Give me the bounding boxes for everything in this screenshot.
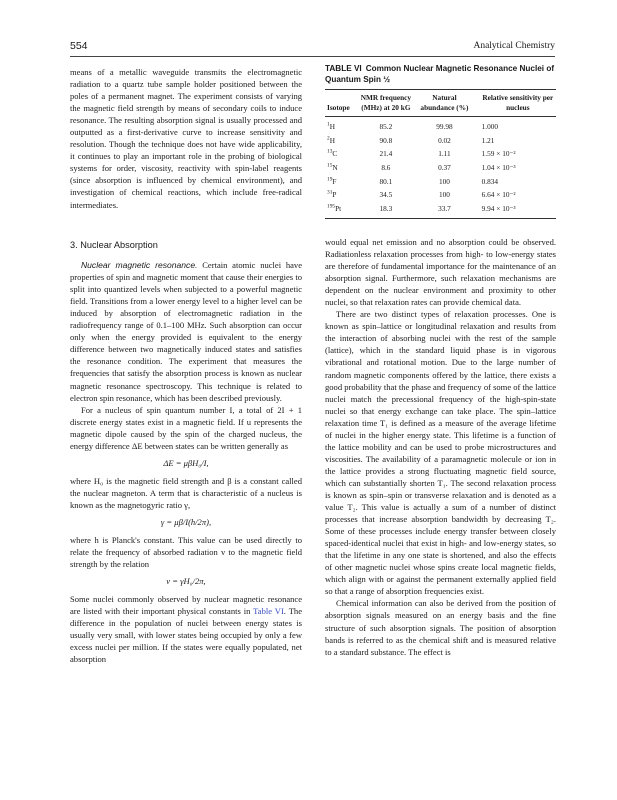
cell-frequency: 21.4 — [379, 149, 393, 159]
header-frequency: NMR frequency (MHz) at 20 kG — [359, 90, 414, 117]
mass-number: 2 — [327, 135, 330, 142]
cell-frequency: 8.6 — [381, 163, 391, 173]
cell-abundance: 0.02 — [438, 135, 451, 145]
element-symbol: C — [332, 149, 338, 159]
mass-number: 19 — [327, 176, 333, 183]
header-isotope: Isotope — [325, 90, 359, 117]
paragraph-text: Certain atomic nuclei have properties of spin and magnetic moment that cause their energies to split into quantized levels when subjected to a powerful magnetic field. Transitions from a lower energy level to a higher level can be induced by absorption of electromagnetic radiation in the radiofrequency range of 0.1–100 MHz. Such absorption can occur only when the energy provided is equivalent to the energy difference between two magnetically induced states and satisfies the resonance condition. The experiment that measures the frequencies that satisfy the absorption process is known as nuclear magnetic resonance spectroscopy. This technique is related to electron spin resonance, which has been described previously. — [70, 260, 302, 403]
cell-isotope — [325, 175, 359, 189]
table-link[interactable]: Table VI — [253, 606, 284, 617]
paragraph: Chemical information can also be derived from the position of absorption signals measured on an energy basis and the fine structure of such absorption signals. The position of absorption bands is referred to as the chemical shift and is measured relative to a standard substance. The effect is — [325, 598, 556, 657]
paragraph: means of a metallic waveguide transmits the electromagnetic radiation to a quartz tube sample holder positioned between the poles of a permanent magnet. The experiment consists of varying the magnetic field strength by means of secondary coils to induce resonance. The resulting absorption signal is usually processed and outputted as a first-derivative curve to increase sensitivity and resolution. Though the technique does not have wide applicability, it continues to play an important role in the probing of biological systems for order, viscosity, reactivity with spin-label reagents (since absorption is influenced by chemical environment), and investigation of chemical reactions, which include free-radical intermediates. — [70, 67, 302, 210]
cell-isotope — [325, 188, 359, 202]
table-header-row — [325, 90, 556, 117]
table-row — [325, 133, 556, 147]
left-column — [70, 66, 302, 211]
mass-number: 15 — [327, 162, 333, 169]
cell-frequency: 18.3 — [359, 202, 414, 219]
right-column — [325, 236, 556, 658]
table-title: Common Nuclear Magnetic Resonance Nuclei of Quantum Spin ½ — [325, 64, 555, 84]
cell-isotope — [325, 161, 359, 175]
cell-isotope — [325, 147, 359, 161]
page-number: 554 — [70, 40, 88, 52]
table-row — [325, 147, 556, 161]
table-row — [325, 188, 556, 202]
cell-frequency: 90.8 — [379, 135, 393, 145]
cell-sensitivity: 0.834 — [481, 176, 499, 186]
paragraph: There are two distinct types of relaxation processes. One is known as spin–lattice or longitudinal relaxation and results from the interaction of absorbing nuclei with the rest of the sample (lattice), which in the standard liquid phase is in vigorous vibrational and rotational motion. Due to the large number of random magnetic components offered by the lattice, there exists a good probability that the phase and frequency of some of the lattice nuclei match the precessional frequency of the high-spin-state nuclei so that energy exchange can take place. The spin–lattice relaxation time T₁ is defined as a measure of the average lifetime of nuclei in the higher energy state. This lifetime is a function of the lattice mobility and can be used to probe microstructures and viscosities. The availability of a paramagnetic molecule or ion in the lattice provides a strong fluctuating magnetic field source, which can substantially shorten T₁. The second relaxation process is known as spin–spin or transverse relaxation and is denoted as a value T₂. This value is actually a sum of a number of distinct processes that increase absorption bandwidth by decreasing T₂. Some of these processes include energy transfer between closely spaced-identical nuclei that exist in high- and low-energy states, so that the lifetime in any one state is shortened, and also the effects of other magnetic nuclei whose spins create local magnetic fields, which align with or against the permanent externally applied field so that a range of absorption frequencies exist. — [325, 309, 556, 597]
cell-sensitivity: 1.04 × 10⁻³ — [481, 163, 516, 173]
run-in-heading: Nuclear magnetic resonance. — [81, 260, 198, 271]
element-symbol: N — [332, 163, 338, 173]
nmr-table — [325, 89, 556, 219]
header-sensitivity: Relative sensitivity per nucleus — [476, 90, 556, 117]
table-row — [325, 175, 556, 189]
cell-abundance: 0.37 — [438, 163, 451, 173]
element-symbol: Pt — [335, 204, 342, 214]
table-row — [325, 161, 556, 175]
cell-sensitivity: 1.21 — [481, 135, 495, 145]
table-row — [325, 117, 556, 134]
cell-frequency: 85.2 — [379, 122, 393, 131]
cell-sensitivity: 1.000 — [481, 122, 499, 131]
paragraph: would equal net emission and no absorption could be observed. Radiationless relaxation processes from high- to low-energy states are therefore of fundamental importance for the maintenance of an absorption signal. Furthermore, such relaxation mechanisms are dependent on the nuclear environment and proximity to other nuclei, so that relaxation rates can provide chemical data. — [325, 237, 556, 308]
cell-sensitivity: 6.64 × 10⁻² — [481, 190, 516, 200]
equation-frequency: v = γH₀/2π, — [166, 576, 206, 587]
equation-energy: ΔE = μβH₀/I, — [163, 457, 209, 468]
cell-isotope — [325, 117, 359, 134]
cell-abundance: 100 — [438, 190, 450, 200]
paragraph: For a nucleus of spin quantum number I, a total of 2I + 1 discrete energy states exist in a magnetic field. If u represents the magnetic dipole caused by the spin of the charged nucleus, the energy difference ΔE between states can be written generally as — [70, 404, 302, 451]
cell-isotope — [325, 133, 359, 147]
running-head: Analytical Chemistry — [473, 41, 555, 51]
cell-isotope — [325, 202, 359, 219]
table-body — [325, 117, 556, 219]
paragraph — [70, 593, 302, 665]
table-label: TABLE VI — [325, 64, 362, 73]
table-row — [325, 202, 556, 219]
cell-sensitivity: 1.59 × 10⁻² — [481, 149, 516, 159]
header-rule — [70, 56, 555, 57]
cell-frequency: 34.5 — [379, 190, 393, 200]
header-abundance: Natural abundance (%) — [413, 90, 475, 117]
element-symbol: H — [329, 135, 335, 145]
mass-number: 31 — [327, 189, 333, 196]
paragraph-text: Some nuclei commonly observed by nuclear magnetic resonance are listed with their important physical constants in — [70, 594, 302, 617]
element-symbol: F — [332, 176, 337, 186]
cell-frequency: 80.1 — [379, 176, 393, 186]
nmr-section — [70, 239, 302, 666]
mass-number: 13 — [327, 148, 333, 155]
paragraph: where h is Planck's constant. This value can be used directly to relate the frequency of absorbed radiation v to the magnetic field strength by the relation — [70, 535, 302, 570]
cell-abundance: 100 — [438, 176, 450, 186]
table-caption — [325, 63, 557, 85]
paragraph: where H₀ is the magnetic field strength and β is a constant called the nuclear magneton. A term that is characteristic of a nucleus is known as the magnetogyric ratio γ, — [70, 475, 302, 510]
mass-number: 1 — [327, 121, 330, 128]
cell-abundance: 99.98 — [436, 122, 453, 131]
cell-sensitivity: 9.94 × 10⁻³ — [476, 202, 556, 219]
section-heading: 3. Nuclear Absorption — [70, 240, 158, 250]
paragraph-text: . The difference in the population of nuclei between energy states is usually very small, with lower states being occupied by only a few excess nuclei per million. If the states were equally populated, net absorption — [70, 606, 302, 665]
element-symbol: H — [329, 122, 335, 131]
cell-abundance: 1.11 — [438, 149, 451, 159]
paragraph — [70, 259, 302, 404]
equation-gyromagnetic: γ = μβ/I(h/2π), — [160, 516, 212, 527]
cell-abundance: 33.7 — [413, 202, 475, 219]
element-symbol: P — [332, 190, 337, 200]
mass-number: 195 — [327, 203, 336, 210]
